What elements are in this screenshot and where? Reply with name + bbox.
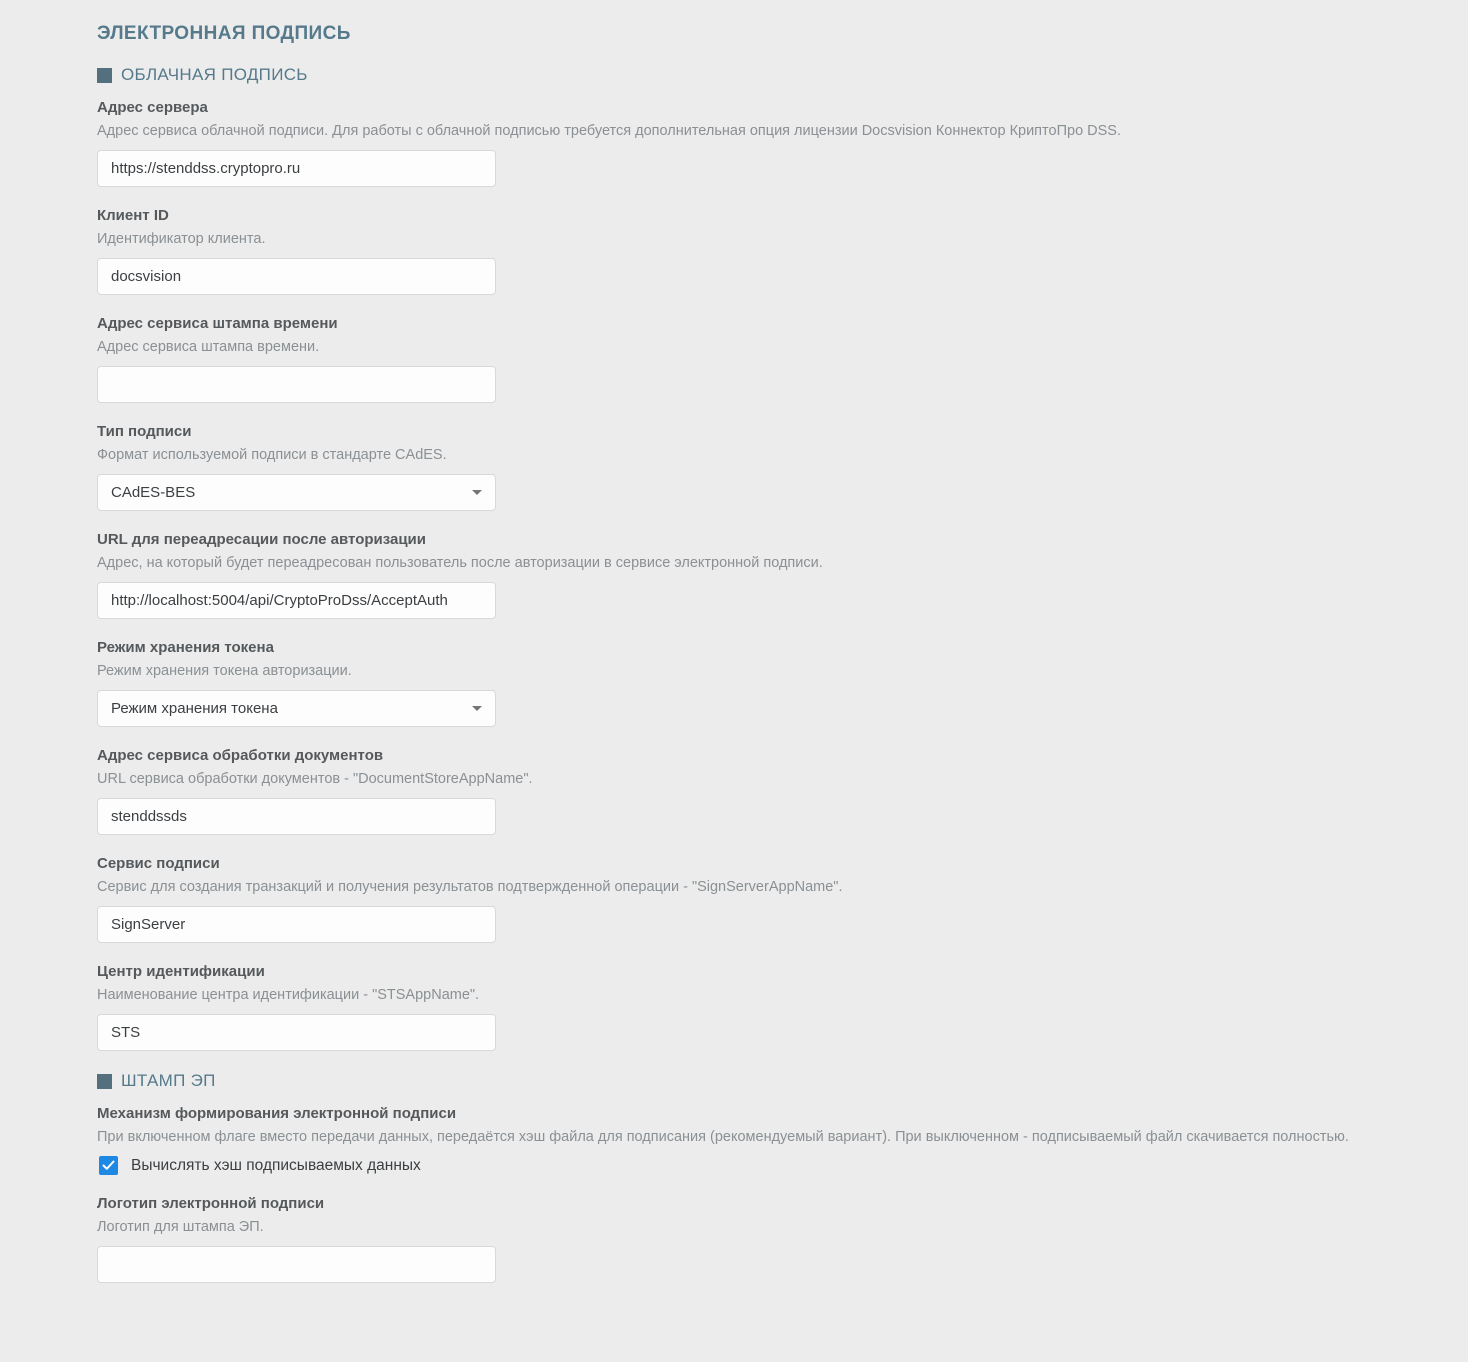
section-title: ШТАМП ЭП <box>121 1071 216 1090</box>
chevron-down-icon <box>472 490 482 495</box>
chevron-down-icon <box>472 706 482 711</box>
field-label: Адрес сервиса обработки документов <box>97 747 384 764</box>
checkmark-icon <box>102 1160 115 1171</box>
field-label: URL для переадресации после авторизации <box>97 531 427 548</box>
field-identity-center <box>97 963 1398 1051</box>
field-description: Логотип для штампа ЭП. <box>97 1219 264 1235</box>
section-signature-stamp <box>97 1071 1398 1283</box>
field-label: Сервис подписи <box>97 855 220 872</box>
field-description: URL сервиса обработки документов - "DocumentStoreAppName". <box>97 771 533 787</box>
identity-center-input[interactable] <box>97 1014 496 1051</box>
field-document-service <box>97 747 1398 835</box>
field-server-address <box>97 99 1398 187</box>
field-signature-mechanism <box>97 1105 1398 1175</box>
section-header-cloud-signature <box>97 65 1398 85</box>
section-title: ОБЛАЧНАЯ ПОДПИСЬ <box>121 65 308 84</box>
field-label: Клиент ID <box>97 207 169 224</box>
select-value: Режим хранения токена <box>111 700 278 717</box>
sign-service-input[interactable] <box>97 906 496 943</box>
token-storage-select[interactable] <box>97 690 496 727</box>
field-description: Сервис для создания транзакций и получения результатов подтвержденной операции - "SignServerAppName". <box>97 879 843 895</box>
document-service-input[interactable] <box>97 798 496 835</box>
redirect-url-input[interactable] <box>97 582 496 619</box>
field-sign-service <box>97 855 1398 943</box>
page-title: ЭЛЕКТРОННАЯ ПОДПИСЬ <box>97 23 351 44</box>
section-cloud-signature <box>97 65 1398 1051</box>
field-signature-type <box>97 423 1398 511</box>
signature-logo-input[interactable] <box>97 1246 496 1283</box>
field-description: При включенном флаге вместо передачи данных, передаётся хэш файла для подписания (рекомендуемый вариант). При выключенном - подписываемый файл скачивается полностью. <box>97 1129 1349 1145</box>
client-id-input[interactable] <box>97 258 496 295</box>
timestamp-service-input[interactable] <box>97 366 496 403</box>
field-description: Идентификатор клиента. <box>97 231 266 247</box>
compute-hash-checkbox[interactable] <box>99 1156 118 1175</box>
field-label: Центр идентификации <box>97 963 265 980</box>
field-label: Режим хранения токена <box>97 639 274 656</box>
field-redirect-url <box>97 531 1398 619</box>
field-description: Режим хранения токена авторизации. <box>97 663 352 679</box>
field-description: Формат используемой подписи в стандарте CAdES. <box>97 447 447 463</box>
field-signature-logo <box>97 1195 1398 1283</box>
field-client-id <box>97 207 1398 295</box>
select-value: CAdES-BES <box>111 484 196 501</box>
checkbox-label[interactable]: Вычислять хэш подписываемых данных <box>131 1156 421 1174</box>
field-timestamp-service <box>97 315 1398 403</box>
field-label: Адрес сервиса штампа времени <box>97 315 338 332</box>
field-description: Адрес, на который будет переадресован пользователь после авторизации в сервисе электронной подписи. <box>97 555 823 571</box>
field-label: Механизм формирования электронной подписи <box>97 1105 457 1122</box>
section-marker-icon <box>97 68 112 83</box>
hash-checkbox-row <box>99 1156 1398 1175</box>
server-address-input[interactable] <box>97 150 496 187</box>
section-header-signature-stamp <box>97 1071 1398 1091</box>
field-label: Адрес сервера <box>97 99 208 116</box>
field-description: Адрес сервиса облачной подписи. Для работы с облачной подписью требуется дополнительная опция лицензии Docsvision Коннектор КриптоПро DSS. <box>97 123 1121 139</box>
field-label: Тип подписи <box>97 423 192 440</box>
field-description: Адрес сервиса штампа времени. <box>97 339 320 355</box>
field-token-storage-mode <box>97 639 1398 727</box>
section-marker-icon <box>97 1074 112 1089</box>
field-label: Логотип электронной подписи <box>97 1195 325 1212</box>
field-description: Наименование центра идентификации - "STSAppName". <box>97 987 480 1003</box>
signature-type-select[interactable] <box>97 474 496 511</box>
